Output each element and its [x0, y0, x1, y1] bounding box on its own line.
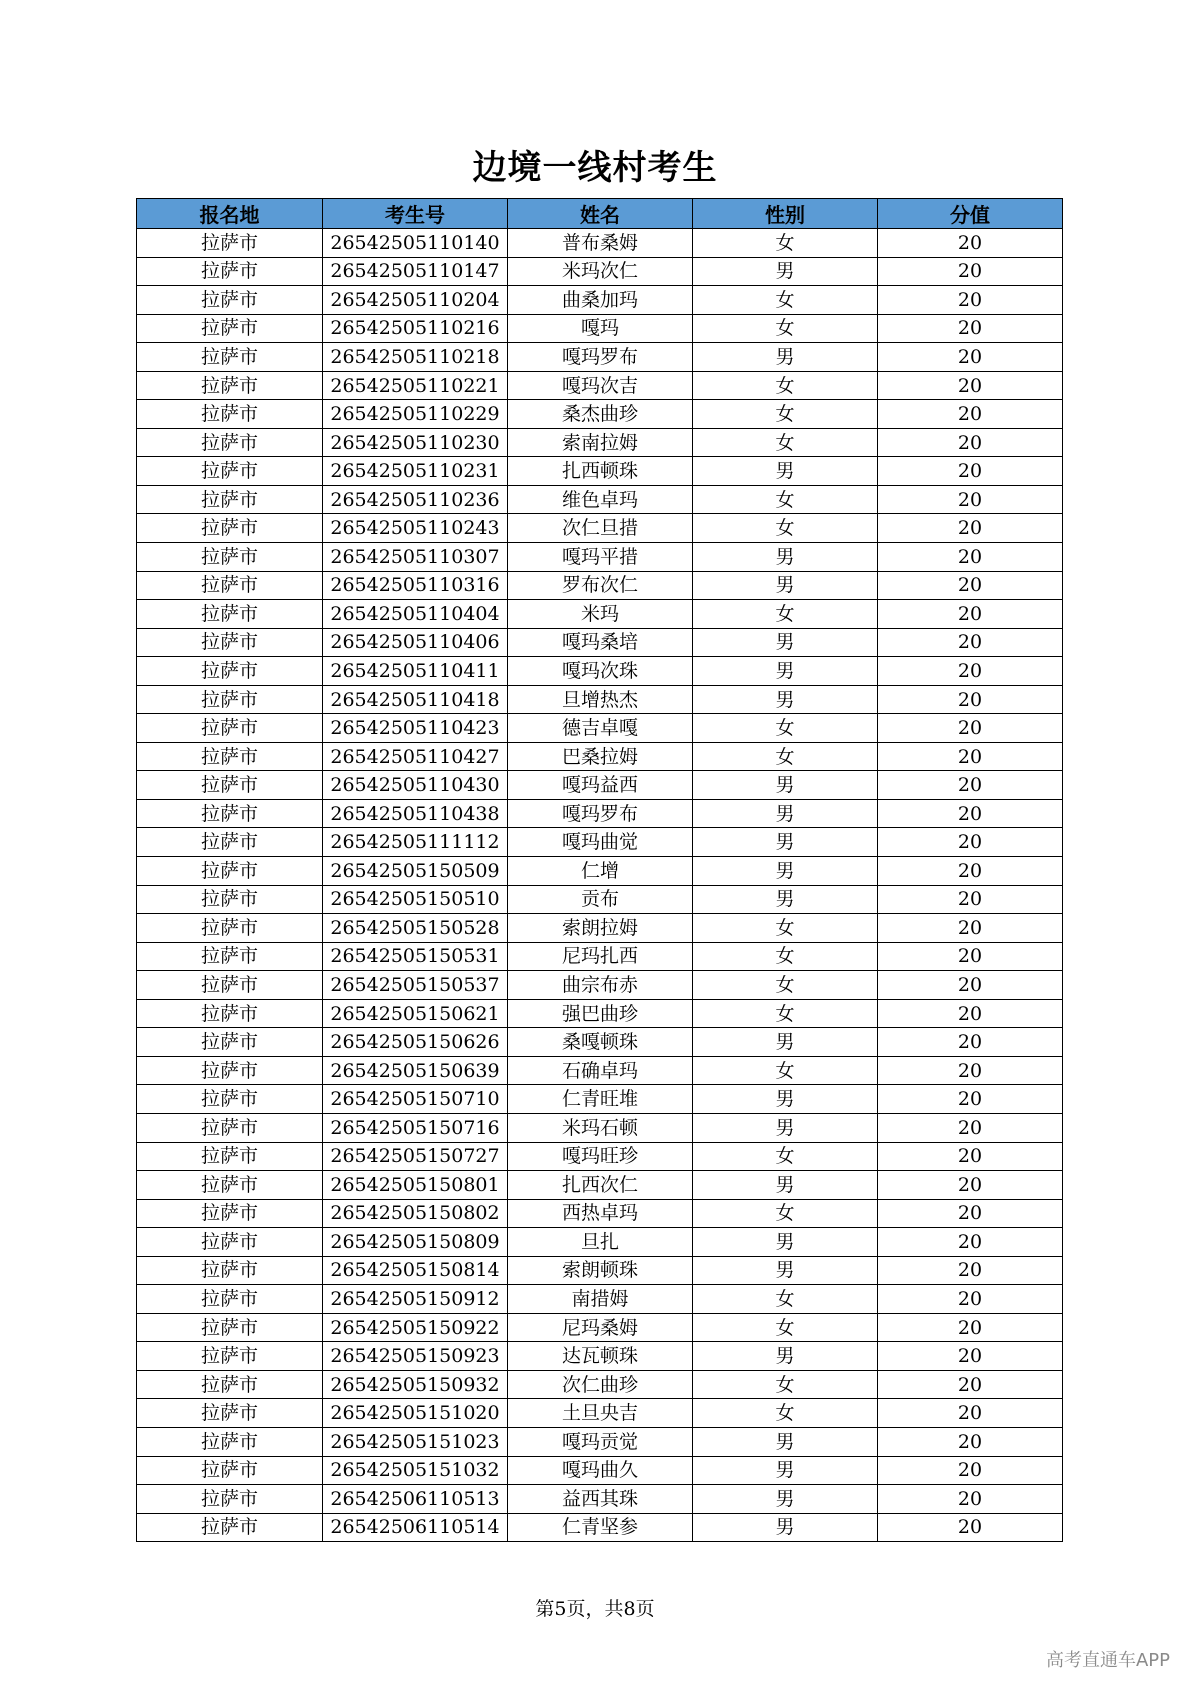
cell-score: 20 [878, 1427, 1063, 1456]
cell-gender: 女 [693, 1056, 878, 1085]
table-row [137, 714, 1063, 743]
table-row [137, 999, 1063, 1028]
cell-gender: 女 [693, 1285, 878, 1314]
cell-gender: 女 [693, 286, 878, 315]
cell-registration-place: 拉萨市 [137, 1256, 323, 1285]
cell-name: 仁青旺堆 [508, 1085, 693, 1114]
cell-name: 维色卓玛 [508, 485, 693, 514]
cell-score: 20 [878, 1028, 1063, 1057]
cell-registration-place: 拉萨市 [137, 885, 323, 914]
table-row [137, 1228, 1063, 1257]
cell-candidate-number: 26542505150716 [323, 1113, 508, 1142]
cell-name: 尼玛桑姆 [508, 1313, 693, 1342]
cell-gender: 女 [693, 1370, 878, 1399]
cell-name: 米玛次仁 [508, 257, 693, 286]
cell-score: 20 [878, 885, 1063, 914]
cell-score: 20 [878, 857, 1063, 886]
cell-candidate-number: 26542505150537 [323, 971, 508, 1000]
cell-score: 20 [878, 999, 1063, 1028]
cell-candidate-number: 26542505150809 [323, 1228, 508, 1257]
cell-candidate-number: 26542506110513 [323, 1485, 508, 1514]
cell-name: 扎西次仁 [508, 1171, 693, 1200]
cell-name: 石确卓玛 [508, 1056, 693, 1085]
cell-name: 嘎玛益西 [508, 771, 693, 800]
cell-name: 旦扎 [508, 1228, 693, 1257]
cell-score: 20 [878, 1285, 1063, 1314]
cell-gender: 男 [693, 343, 878, 372]
table-row [137, 628, 1063, 657]
cell-candidate-number: 26542505150710 [323, 1085, 508, 1114]
table-row [137, 1399, 1063, 1428]
cell-registration-place: 拉萨市 [137, 514, 323, 543]
cell-score: 20 [878, 1056, 1063, 1085]
table-row [137, 1113, 1063, 1142]
table-row [137, 885, 1063, 914]
table-row [137, 657, 1063, 686]
candidate-table [136, 198, 1063, 1542]
cell-candidate-number: 26542505150922 [323, 1313, 508, 1342]
cell-gender: 男 [693, 1028, 878, 1057]
cell-name: 嘎玛曲久 [508, 1456, 693, 1485]
cell-name: 桑杰曲珍 [508, 400, 693, 429]
cell-name: 普布桑姆 [508, 229, 693, 258]
cell-candidate-number: 26542506110514 [323, 1513, 508, 1542]
table-row [137, 914, 1063, 943]
cell-registration-place: 拉萨市 [137, 1427, 323, 1456]
cell-candidate-number: 26542505110230 [323, 428, 508, 457]
cell-score: 20 [878, 600, 1063, 629]
cell-registration-place: 拉萨市 [137, 1028, 323, 1057]
cell-score: 20 [878, 1342, 1063, 1371]
cell-score: 20 [878, 314, 1063, 343]
table-row [137, 343, 1063, 372]
cell-registration-place: 拉萨市 [137, 371, 323, 400]
cell-registration-place: 拉萨市 [137, 571, 323, 600]
cell-name: 嘎玛罗布 [508, 799, 693, 828]
cell-candidate-number: 26542505150639 [323, 1056, 508, 1085]
table-row [137, 600, 1063, 629]
table-row [137, 1028, 1063, 1057]
table-row [137, 1313, 1063, 1342]
cell-score: 20 [878, 657, 1063, 686]
cell-name: 米玛石顿 [508, 1113, 693, 1142]
cell-name: 尼玛扎西 [508, 942, 693, 971]
cell-name: 德吉卓嘎 [508, 714, 693, 743]
cell-candidate-number: 26542505110216 [323, 314, 508, 343]
table-row [137, 571, 1063, 600]
cell-registration-place: 拉萨市 [137, 1456, 323, 1485]
cell-name: 巴桑拉姆 [508, 742, 693, 771]
cell-name: 贡布 [508, 885, 693, 914]
cell-candidate-number: 26542505110243 [323, 514, 508, 543]
page-title: 边境一线村考生 [472, 148, 718, 188]
cell-candidate-number: 26542505150802 [323, 1199, 508, 1228]
column-header-name: 姓名 [508, 199, 693, 229]
table-row [137, 286, 1063, 315]
cell-score: 20 [878, 685, 1063, 714]
cell-candidate-number: 26542505150626 [323, 1028, 508, 1057]
cell-name: 益西其珠 [508, 1485, 693, 1514]
cell-score: 20 [878, 257, 1063, 286]
cell-registration-place: 拉萨市 [137, 286, 323, 315]
table-header-row [137, 199, 1063, 229]
table-row [137, 857, 1063, 886]
cell-score: 20 [878, 457, 1063, 486]
cell-score: 20 [878, 1313, 1063, 1342]
cell-candidate-number: 26542505110316 [323, 571, 508, 600]
cell-gender: 男 [693, 543, 878, 572]
column-header-registration-place: 报名地 [137, 199, 323, 229]
cell-candidate-number: 26542505150923 [323, 1342, 508, 1371]
cell-score: 20 [878, 343, 1063, 372]
cell-score: 20 [878, 1513, 1063, 1542]
table-row [137, 400, 1063, 429]
cell-registration-place: 拉萨市 [137, 1485, 323, 1514]
cell-gender: 女 [693, 1313, 878, 1342]
cell-registration-place: 拉萨市 [137, 685, 323, 714]
cell-gender: 女 [693, 1142, 878, 1171]
cell-registration-place: 拉萨市 [137, 428, 323, 457]
cell-registration-place: 拉萨市 [137, 600, 323, 629]
table-row [137, 1342, 1063, 1371]
table-header [137, 199, 1063, 229]
cell-score: 20 [878, 714, 1063, 743]
cell-gender: 男 [693, 257, 878, 286]
cell-gender: 男 [693, 857, 878, 886]
cell-registration-place: 拉萨市 [137, 343, 323, 372]
table-row [137, 1199, 1063, 1228]
cell-registration-place: 拉萨市 [137, 1056, 323, 1085]
cell-gender: 女 [693, 314, 878, 343]
cell-name: 仁青坚参 [508, 1513, 693, 1542]
table-row [137, 1456, 1063, 1485]
cell-gender: 女 [693, 485, 878, 514]
cell-name: 强巴曲珍 [508, 999, 693, 1028]
cell-candidate-number: 26542505151032 [323, 1456, 508, 1485]
cell-candidate-number: 26542505151020 [323, 1399, 508, 1428]
cell-name: 旦增热杰 [508, 685, 693, 714]
cell-gender: 男 [693, 628, 878, 657]
cell-candidate-number: 26542505150510 [323, 885, 508, 914]
table-body [137, 229, 1063, 1542]
cell-score: 20 [878, 1171, 1063, 1200]
cell-candidate-number: 26542505110411 [323, 657, 508, 686]
cell-registration-place: 拉萨市 [137, 657, 323, 686]
cell-registration-place: 拉萨市 [137, 828, 323, 857]
cell-name: 嘎玛旺珍 [508, 1142, 693, 1171]
cell-candidate-number: 26542505110406 [323, 628, 508, 657]
cell-score: 20 [878, 942, 1063, 971]
cell-name: 罗布次仁 [508, 571, 693, 600]
cell-name: 嘎玛次吉 [508, 371, 693, 400]
cell-registration-place: 拉萨市 [137, 1171, 323, 1200]
cell-gender: 女 [693, 714, 878, 743]
cell-registration-place: 拉萨市 [137, 742, 323, 771]
cell-registration-place: 拉萨市 [137, 1342, 323, 1371]
cell-score: 20 [878, 1456, 1063, 1485]
cell-score: 20 [878, 1142, 1063, 1171]
cell-registration-place: 拉萨市 [137, 485, 323, 514]
cell-gender: 女 [693, 999, 878, 1028]
cell-registration-place: 拉萨市 [137, 857, 323, 886]
column-header-gender: 性别 [693, 199, 878, 229]
cell-score: 20 [878, 1485, 1063, 1514]
cell-score: 20 [878, 428, 1063, 457]
cell-name: 嘎玛罗布 [508, 343, 693, 372]
cell-name: 嘎玛 [508, 314, 693, 343]
cell-gender: 女 [693, 971, 878, 1000]
cell-candidate-number: 26542505110221 [323, 371, 508, 400]
cell-score: 20 [878, 543, 1063, 572]
cell-score: 20 [878, 971, 1063, 1000]
cell-name: 嘎玛贡觉 [508, 1427, 693, 1456]
cell-candidate-number: 26542505150621 [323, 999, 508, 1028]
table-row [137, 1285, 1063, 1314]
cell-name: 西热卓玛 [508, 1199, 693, 1228]
cell-candidate-number: 26542505110231 [323, 457, 508, 486]
cell-gender: 男 [693, 1085, 878, 1114]
table-row [137, 229, 1063, 258]
cell-gender: 男 [693, 1228, 878, 1257]
cell-registration-place: 拉萨市 [137, 942, 323, 971]
cell-score: 20 [878, 1370, 1063, 1399]
cell-candidate-number: 26542505110236 [323, 485, 508, 514]
cell-score: 20 [878, 828, 1063, 857]
cell-name: 扎西顿珠 [508, 457, 693, 486]
cell-score: 20 [878, 1085, 1063, 1114]
cell-score: 20 [878, 514, 1063, 543]
cell-name: 南措姆 [508, 1285, 693, 1314]
cell-candidate-number: 26542505150814 [323, 1256, 508, 1285]
cell-gender: 女 [693, 1199, 878, 1228]
cell-registration-place: 拉萨市 [137, 229, 323, 258]
cell-name: 次仁旦措 [508, 514, 693, 543]
cell-name: 索朗拉姆 [508, 914, 693, 943]
cell-registration-place: 拉萨市 [137, 457, 323, 486]
cell-registration-place: 拉萨市 [137, 400, 323, 429]
table-row [137, 1171, 1063, 1200]
cell-candidate-number: 26542505150932 [323, 1370, 508, 1399]
cell-gender: 男 [693, 885, 878, 914]
cell-registration-place: 拉萨市 [137, 971, 323, 1000]
cell-name: 嘎玛平措 [508, 543, 693, 572]
table-row [137, 457, 1063, 486]
cell-score: 20 [878, 286, 1063, 315]
cell-registration-place: 拉萨市 [137, 1113, 323, 1142]
cell-registration-place: 拉萨市 [137, 543, 323, 572]
table-row [137, 1485, 1063, 1514]
cell-candidate-number: 26542505110229 [323, 400, 508, 429]
cell-candidate-number: 26542505150801 [323, 1171, 508, 1200]
cell-registration-place: 拉萨市 [137, 914, 323, 943]
cell-score: 20 [878, 914, 1063, 943]
table-row [137, 257, 1063, 286]
cell-candidate-number: 26542505110404 [323, 600, 508, 629]
cell-registration-place: 拉萨市 [137, 257, 323, 286]
cell-candidate-number: 26542505150727 [323, 1142, 508, 1171]
column-header-candidate-number: 考生号 [323, 199, 508, 229]
table-row [137, 1056, 1063, 1085]
cell-registration-place: 拉萨市 [137, 628, 323, 657]
cell-candidate-number: 26542505150912 [323, 1285, 508, 1314]
table-row [137, 742, 1063, 771]
cell-score: 20 [878, 1399, 1063, 1428]
cell-gender: 男 [693, 828, 878, 857]
cell-score: 20 [878, 229, 1063, 258]
cell-score: 20 [878, 485, 1063, 514]
cell-candidate-number: 26542505110438 [323, 799, 508, 828]
cell-candidate-number: 26542505150528 [323, 914, 508, 943]
cell-candidate-number: 26542505151023 [323, 1427, 508, 1456]
cell-gender: 女 [693, 742, 878, 771]
table-row [137, 1370, 1063, 1399]
cell-gender: 女 [693, 600, 878, 629]
cell-candidate-number: 26542505110427 [323, 742, 508, 771]
cell-gender: 男 [693, 1485, 878, 1514]
cell-gender: 男 [693, 1342, 878, 1371]
table-row [137, 514, 1063, 543]
table-row [137, 1085, 1063, 1114]
cell-gender: 男 [693, 1427, 878, 1456]
cell-registration-place: 拉萨市 [137, 714, 323, 743]
cell-candidate-number: 26542505110147 [323, 257, 508, 286]
column-header-score: 分值 [878, 199, 1063, 229]
cell-gender: 女 [693, 1399, 878, 1428]
cell-name: 嘎玛曲觉 [508, 828, 693, 857]
cell-score: 20 [878, 771, 1063, 800]
cell-gender: 女 [693, 229, 878, 258]
cell-registration-place: 拉萨市 [137, 1228, 323, 1257]
cell-registration-place: 拉萨市 [137, 1199, 323, 1228]
table-row [137, 971, 1063, 1000]
cell-gender: 男 [693, 457, 878, 486]
cell-registration-place: 拉萨市 [137, 1285, 323, 1314]
cell-name: 次仁曲珍 [508, 1370, 693, 1399]
cell-candidate-number: 26542505110140 [323, 229, 508, 258]
cell-score: 20 [878, 1228, 1063, 1257]
cell-name: 达瓦顿珠 [508, 1342, 693, 1371]
table-row [137, 314, 1063, 343]
cell-gender: 男 [693, 1513, 878, 1542]
table-row [137, 685, 1063, 714]
table-row [137, 1427, 1063, 1456]
cell-candidate-number: 26542505110423 [323, 714, 508, 743]
cell-gender: 女 [693, 514, 878, 543]
cell-name: 土旦央吉 [508, 1399, 693, 1428]
cell-gender: 男 [693, 685, 878, 714]
cell-gender: 女 [693, 914, 878, 943]
page-number: 第5页，共8页 [535, 1598, 655, 1620]
cell-name: 米玛 [508, 600, 693, 629]
cell-registration-place: 拉萨市 [137, 1513, 323, 1542]
cell-candidate-number: 26542505150531 [323, 942, 508, 971]
cell-score: 20 [878, 1199, 1063, 1228]
cell-registration-place: 拉萨市 [137, 314, 323, 343]
cell-registration-place: 拉萨市 [137, 1313, 323, 1342]
cell-registration-place: 拉萨市 [137, 1399, 323, 1428]
cell-registration-place: 拉萨市 [137, 1370, 323, 1399]
cell-gender: 男 [693, 1113, 878, 1142]
table-row [137, 828, 1063, 857]
cell-candidate-number: 26542505110218 [323, 343, 508, 372]
cell-gender: 男 [693, 1171, 878, 1200]
cell-name: 嘎玛次珠 [508, 657, 693, 686]
cell-gender: 女 [693, 400, 878, 429]
cell-candidate-number: 26542505110307 [323, 543, 508, 572]
cell-score: 20 [878, 571, 1063, 600]
cell-candidate-number: 26542505150509 [323, 857, 508, 886]
cell-name: 曲桑加玛 [508, 286, 693, 315]
cell-gender: 男 [693, 771, 878, 800]
cell-gender: 女 [693, 428, 878, 457]
cell-score: 20 [878, 628, 1063, 657]
cell-candidate-number: 26542505110204 [323, 286, 508, 315]
cell-gender: 男 [693, 571, 878, 600]
cell-registration-place: 拉萨市 [137, 1142, 323, 1171]
cell-score: 20 [878, 371, 1063, 400]
table-row [137, 428, 1063, 457]
cell-candidate-number: 26542505110430 [323, 771, 508, 800]
cell-name: 索朗顿珠 [508, 1256, 693, 1285]
table-row [137, 1142, 1063, 1171]
cell-name: 曲宗布赤 [508, 971, 693, 1000]
watermark: 高考直通车APP [1045, 1650, 1170, 1671]
table-row [137, 543, 1063, 572]
cell-name: 仁增 [508, 857, 693, 886]
cell-gender: 男 [693, 799, 878, 828]
cell-score: 20 [878, 1256, 1063, 1285]
cell-registration-place: 拉萨市 [137, 771, 323, 800]
cell-candidate-number: 26542505111112 [323, 828, 508, 857]
cell-registration-place: 拉萨市 [137, 1085, 323, 1114]
cell-score: 20 [878, 1113, 1063, 1142]
cell-candidate-number: 26542505110418 [323, 685, 508, 714]
table-row [137, 1513, 1063, 1542]
cell-name: 桑嘎顿珠 [508, 1028, 693, 1057]
table-row [137, 771, 1063, 800]
cell-score: 20 [878, 799, 1063, 828]
table-row [137, 799, 1063, 828]
cell-gender: 男 [693, 1456, 878, 1485]
cell-score: 20 [878, 400, 1063, 429]
cell-registration-place: 拉萨市 [137, 799, 323, 828]
cell-gender: 男 [693, 1256, 878, 1285]
cell-name: 索南拉姆 [508, 428, 693, 457]
cell-registration-place: 拉萨市 [137, 999, 323, 1028]
table-row [137, 485, 1063, 514]
cell-gender: 男 [693, 657, 878, 686]
table-row [137, 942, 1063, 971]
table-row [137, 371, 1063, 400]
cell-gender: 女 [693, 371, 878, 400]
cell-name: 嘎玛桑培 [508, 628, 693, 657]
table-row [137, 1256, 1063, 1285]
cell-gender: 女 [693, 942, 878, 971]
cell-score: 20 [878, 742, 1063, 771]
